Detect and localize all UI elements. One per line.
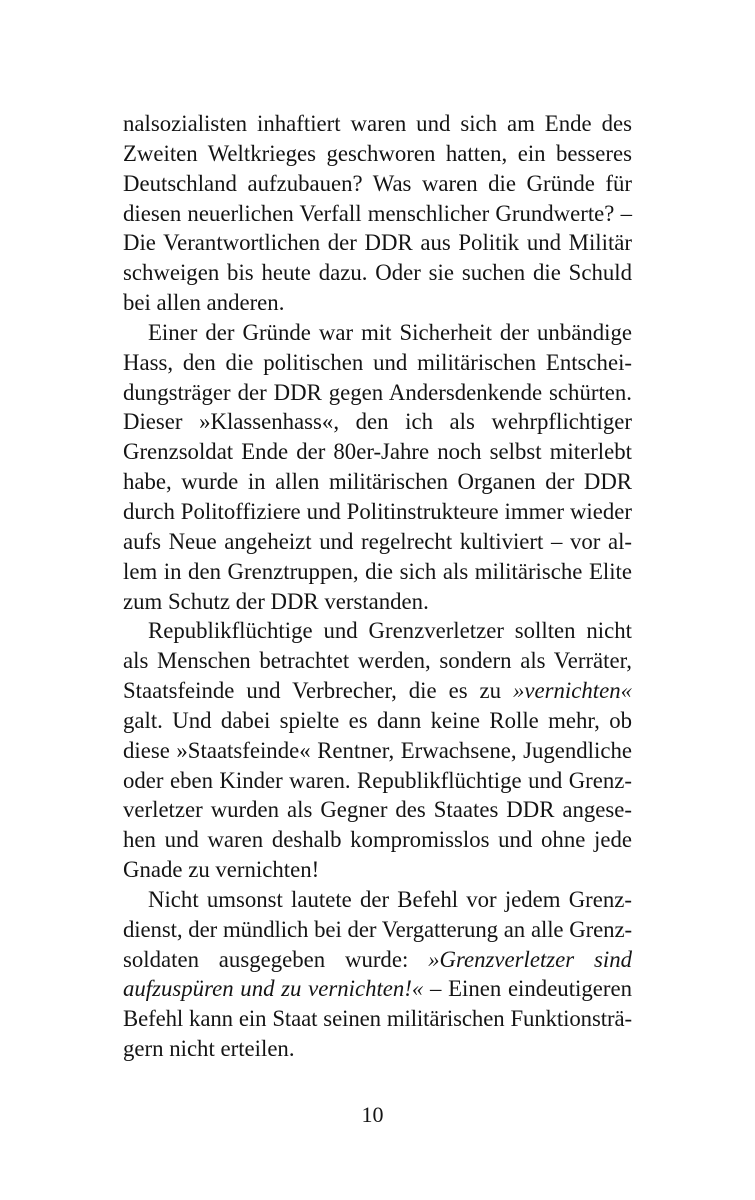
text-segment: schweigen bis heute dazu. Oder sie suchen die Schuld (123, 260, 632, 286)
text-segment: Staatsfeinde und Verbrecher, die es zu (123, 678, 513, 704)
italic-quote: »Grenzverletzer sind (428, 946, 632, 972)
text-segment: soldaten ausgegeben wurde: (123, 946, 429, 972)
text-line (123, 974, 632, 1004)
text-line (123, 348, 632, 378)
text-segment: oder eben Kinder waren. Republikflüchtige und Grenz- (123, 767, 632, 793)
text-line (123, 1004, 632, 1034)
text-line (123, 795, 632, 825)
text-line (123, 616, 632, 646)
text-segment: aufs Neue angeheizt und regelrecht kultiviert – vor al- (123, 528, 632, 554)
text-segment: bei allen anderen. (123, 290, 285, 316)
text-segment: hen und waren deshalb kompromisslos und ohne jede (123, 827, 632, 853)
text-segment: als Menschen betrachtet werden, sondern als Verräter, (123, 648, 632, 674)
text-segment: Befehl kann ein Staat seinen militärischen Funktionsträ- (123, 1006, 632, 1032)
text-line (123, 945, 632, 975)
body-text (123, 109, 632, 1064)
text-segment: – Einen eindeutigeren (423, 976, 633, 1002)
text-line (123, 199, 632, 229)
text-segment: Hass, den die politischen und militärischen Entschei- (123, 349, 632, 375)
text-line (123, 437, 632, 467)
text-segment: Die Verantwortlichen der DDR aus Politik und Militär (123, 230, 632, 256)
text-line (123, 109, 632, 139)
text-segment: verletzer wurden als Gegner des Staates DDR angese- (123, 797, 632, 823)
text-line (123, 378, 632, 408)
paragraph (123, 885, 632, 1064)
text-line (123, 855, 632, 885)
text-line (123, 228, 632, 258)
italic-quote: aufzuspüren und zu vernichten!« (123, 976, 424, 1002)
text-segment: galt. Und dabei spielte es dann keine Rolle mehr, ob (123, 707, 632, 733)
text-line (123, 646, 632, 676)
text-segment: Zweiten Weltkrieges geschworen hatten, ein besseres (123, 140, 632, 166)
text-segment: Deutschland aufzubauen? Was waren die Gründe für (123, 170, 632, 196)
text-segment: dungsträger der DDR gegen Andersdenkende schürten. (123, 379, 632, 405)
text-segment: diesen neuerlichen Verfall menschlicher Grundwerte? – (123, 200, 632, 226)
paragraph (123, 318, 632, 616)
text-line (123, 557, 632, 587)
text-segment: Gnade zu vernichten! (123, 857, 320, 883)
text-line (123, 258, 632, 288)
text-segment: gern nicht erteilen. (123, 1036, 295, 1062)
text-line (123, 587, 632, 617)
text-line (123, 318, 632, 348)
italic-quote: »vernichten« (512, 678, 632, 704)
text-line (123, 169, 632, 199)
text-segment: habe, wurde in allen militärischen Organen der DDR (123, 469, 632, 495)
text-segment: diese »Staatsfeinde« Rentner, Erwachsene, Jugendliche (123, 737, 632, 763)
text-segment: durch Politoffiziere und Politinstrukteure immer wieder (123, 498, 632, 524)
page-number: 10 (361, 1102, 384, 1127)
text-line (123, 407, 632, 437)
text-segment: Nicht umsonst lautete der Befehl vor jedem Grenz- (148, 886, 632, 912)
text-segment: dienst, der mündlich bei der Vergatterung an alle Grenz- (123, 916, 632, 942)
text-line (123, 676, 632, 706)
text-segment: Dieser »Klassenhass«, den ich als wehrpflichtiger (123, 409, 632, 435)
text-line (123, 497, 632, 527)
text-line (123, 288, 632, 318)
text-segment: Einer der Gründe war mit Sicherheit der unbändige (148, 319, 632, 345)
text-line (123, 467, 632, 497)
text-segment: zum Schutz der DDR verstanden. (123, 588, 429, 614)
text-line (123, 139, 632, 169)
text-segment: lem in den Grenztruppen, die sich als militärische Elite (123, 558, 632, 584)
text-line (123, 1034, 632, 1064)
text-line (123, 885, 632, 915)
text-line (123, 706, 632, 736)
text-line (123, 915, 632, 945)
text-line (123, 766, 632, 796)
text-segment: Grenzsoldat Ende der 80er-Jahre noch selbst miterlebt (123, 439, 632, 465)
text-segment: Republikflüchtige und Grenzverletzer sollten nicht (148, 618, 632, 644)
paragraph (123, 109, 632, 318)
text-line (123, 736, 632, 766)
text-line (123, 527, 632, 557)
text-line (123, 825, 632, 855)
paragraph (123, 616, 632, 885)
text-segment: nalsozialisten inhaftiert waren und sich am Ende des (123, 111, 632, 136)
